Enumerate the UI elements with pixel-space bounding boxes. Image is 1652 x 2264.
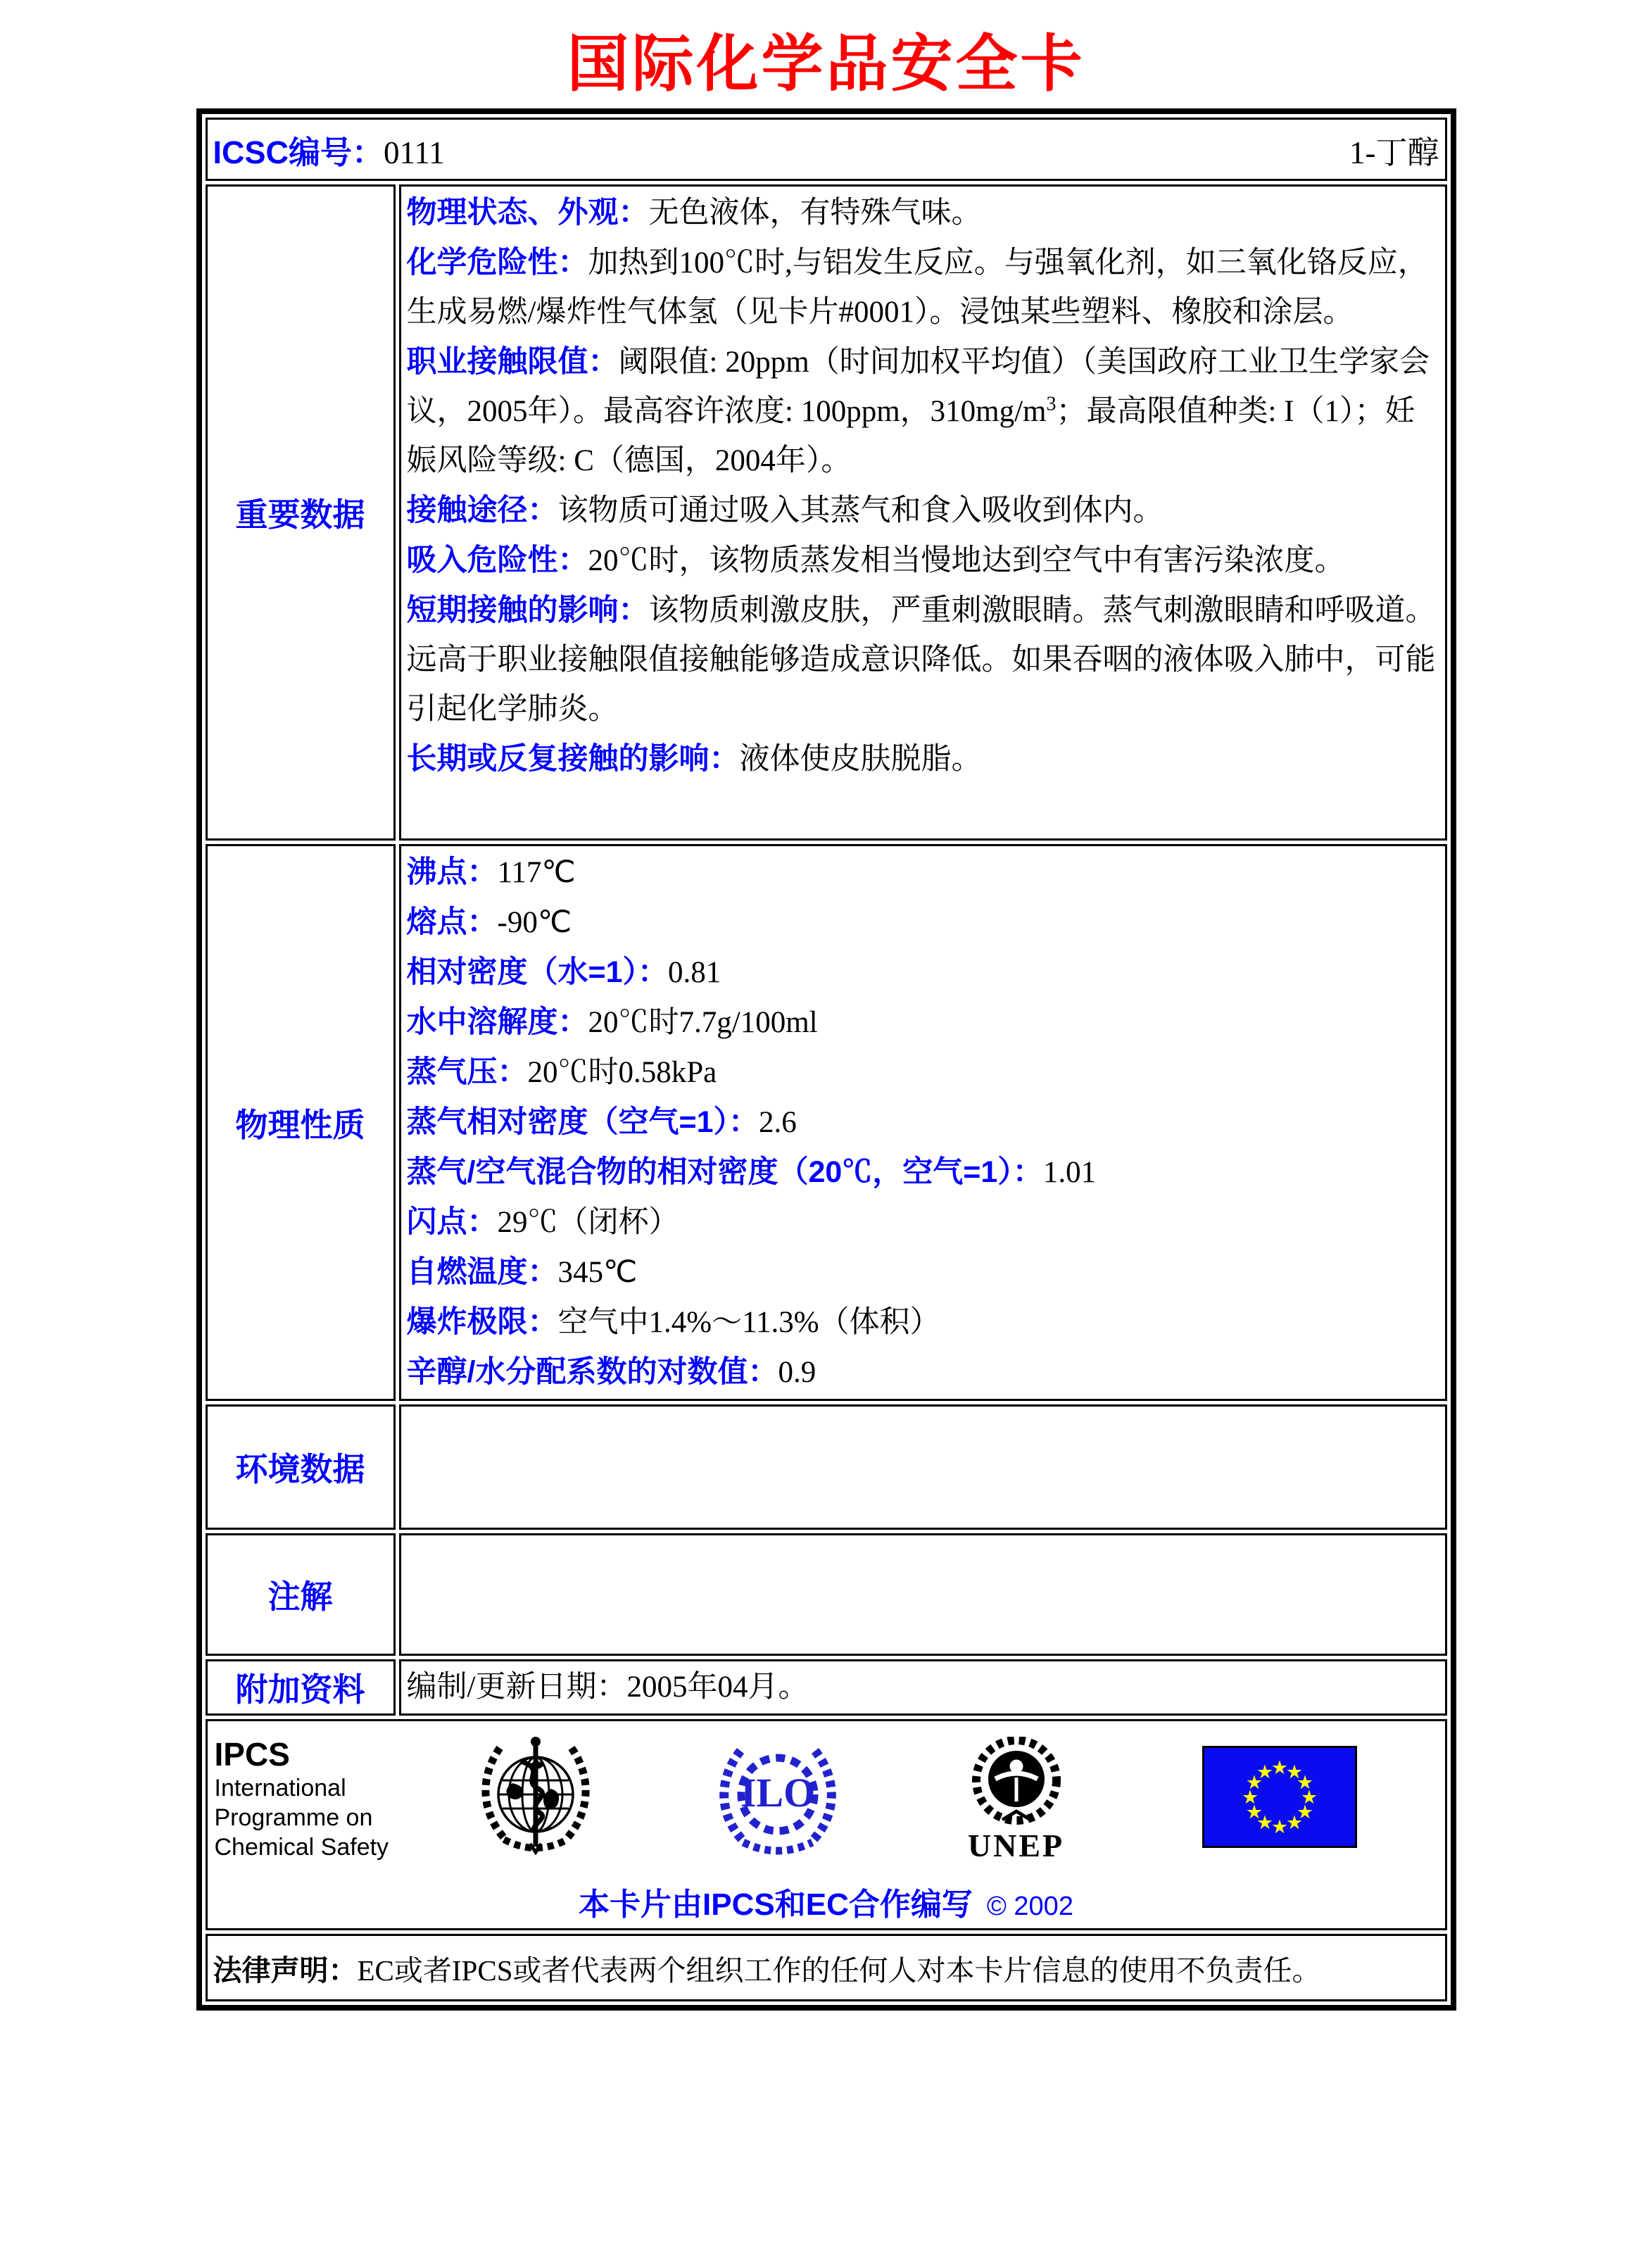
field-autoignition-temperature: 自燃温度：345℃ xyxy=(406,1255,638,1289)
svg-text:★: ★ xyxy=(1270,1757,1288,1779)
field-water-solubility: 水中溶解度：20℃时7.7g/100ml xyxy=(406,1005,818,1039)
additional-info-row xyxy=(206,1659,1447,1716)
svg-text:★: ★ xyxy=(1245,1772,1263,1794)
svg-text:★: ★ xyxy=(1256,1812,1273,1834)
ipcs-text-block: IPCS International Programme on Chemical Safety xyxy=(215,1735,412,1862)
field-relative-density: 相对密度（水=1）：0.81 xyxy=(406,955,721,989)
field-short-term-effects: 短期接触的影响：该物质刺激皮肤，严重刺激眼睛。蒸气刺激眼睛和呼吸道。远高于职业接触限值接触能够造成意识降低。如果吞咽的液体吸入肺中，可能引起化学肺炎。 xyxy=(406,593,1436,726)
notes-content xyxy=(399,1533,1447,1656)
icsc-card-table xyxy=(196,108,1456,2011)
icsc-number-label: ICSC编号： xyxy=(213,134,384,170)
additional-info-content xyxy=(399,1659,1447,1716)
row-label-environmental-data: 环境数据 xyxy=(206,1404,396,1530)
svg-text:★: ★ xyxy=(1300,1787,1318,1809)
svg-text:★: ★ xyxy=(1256,1761,1273,1783)
svg-text:★: ★ xyxy=(1241,1787,1259,1809)
page xyxy=(0,30,1652,2011)
ilo-monogram: ILO xyxy=(740,1769,815,1816)
notes-row xyxy=(206,1533,1447,1656)
caption-text: 本卡片由IPCS和EC合作编写 xyxy=(579,1887,973,1922)
field-vapor-air-mixture-density: 蒸气/空气混合物的相对密度（20℃，空气=1）：1.01 xyxy=(406,1155,1097,1189)
field-exposure-routes: 接触途径：该物质可通过吸入其蒸气和食入吸收到体内。 xyxy=(406,493,1164,527)
legal-row xyxy=(206,1934,1447,2001)
field-vapor-relative-density: 蒸气相对密度（空气=1）：2.6 xyxy=(406,1105,797,1139)
environmental-data-row xyxy=(206,1404,1447,1530)
unep-logo-icon xyxy=(961,1737,1071,1861)
important-data-content xyxy=(399,184,1447,841)
unep-wordmark: UNEP xyxy=(967,1827,1065,1863)
svg-text:★: ★ xyxy=(1285,1761,1303,1783)
row-label-additional-info: 附加资料 xyxy=(206,1659,396,1716)
field-long-term-effects: 长期或反复接触的影响：液体使皮肤脱脂。 xyxy=(406,742,982,776)
superscript: 3 xyxy=(1046,393,1057,415)
field-chemical-danger: 化学危险性：加热到100℃时,与铝发生反应。与强氧化剂，如三氧化铬反应，生成易燃/爆炸性气体氢（见卡片#0001）。浸蚀某些塑料、橡胶和涂层。 xyxy=(406,246,1428,329)
eu-flag-icon xyxy=(1202,1746,1357,1851)
field-inhalation-risk: 吸入危险性：20℃时，该物质蒸发相当慢地达到空气中有害污染浓度。 xyxy=(406,543,1345,577)
page-title: 国际化学品安全卡 xyxy=(567,29,1085,99)
field-explosive-limits: 爆炸极限：空气中1.4%～11.3%（体积） xyxy=(406,1305,940,1339)
svg-text:★: ★ xyxy=(1296,1772,1313,1794)
important-data-row xyxy=(206,184,1447,841)
update-date-text: 编制/更新日期：2005年04月。 xyxy=(406,1671,809,1704)
icsc-number-value: 0111 xyxy=(384,134,445,170)
field-octanol-water-partition: 辛醇/水分配系数的对数值：0.9 xyxy=(406,1355,816,1389)
icsc-number-group xyxy=(213,127,445,172)
chemical-name: 1-丁醇 xyxy=(1349,134,1439,170)
logos-strip xyxy=(215,1725,1438,1872)
legal-notice-text: EC或者IPCS或者代表两个组织工作的任何人对本卡片信息的使用不负责任。 xyxy=(357,1954,1321,1987)
field-occupational-exposure-limits: 职业接触限值：阈限值: 20ppm（时间加权平均值）（美国政府工业卫生学家会议，2005年）。最高容许浓度: 100ppm，$310mg/m^3$；最高限值种类: I（1）；妊娠风险等级: C（德国，2004年）。 xyxy=(406,345,1430,477)
physical-properties-content xyxy=(399,844,1447,1401)
row-label-notes: 注解 xyxy=(206,1533,396,1656)
environmental-data-content xyxy=(399,1404,1447,1530)
field-boiling-point: 沸点：117℃ xyxy=(406,855,576,889)
cooperation-caption xyxy=(215,1879,1438,1924)
field-flash-point: 闪点：29℃（闭杯） xyxy=(406,1205,679,1239)
ipcs-name: IPCS xyxy=(214,1736,290,1773)
row-label-physical-properties: 物理性质 xyxy=(206,844,396,1401)
svg-text:★: ★ xyxy=(1296,1801,1313,1823)
field-vapor-pressure: 蒸气压：20℃时0.58kPa xyxy=(406,1055,717,1089)
ilo-logo-icon xyxy=(712,1738,843,1860)
svg-text:★: ★ xyxy=(1245,1801,1263,1823)
svg-text:★: ★ xyxy=(1285,1812,1303,1834)
row-label-important-data: 重要数据 xyxy=(206,184,396,841)
field-melting-point: 熔点：-90℃ xyxy=(406,905,572,939)
copyright-text: © 2002 xyxy=(986,1892,1073,1921)
svg-text:★: ★ xyxy=(1270,1816,1288,1838)
field-physical-state: 物理状态、外观：无色液体，有特殊气味。 xyxy=(406,196,982,229)
physical-properties-row xyxy=(206,844,1447,1401)
legal-notice-label: 法律声明： xyxy=(213,1954,358,1987)
logos-row xyxy=(206,1719,1447,1930)
header-row xyxy=(206,118,1447,181)
who-logo-icon xyxy=(472,1732,600,1866)
